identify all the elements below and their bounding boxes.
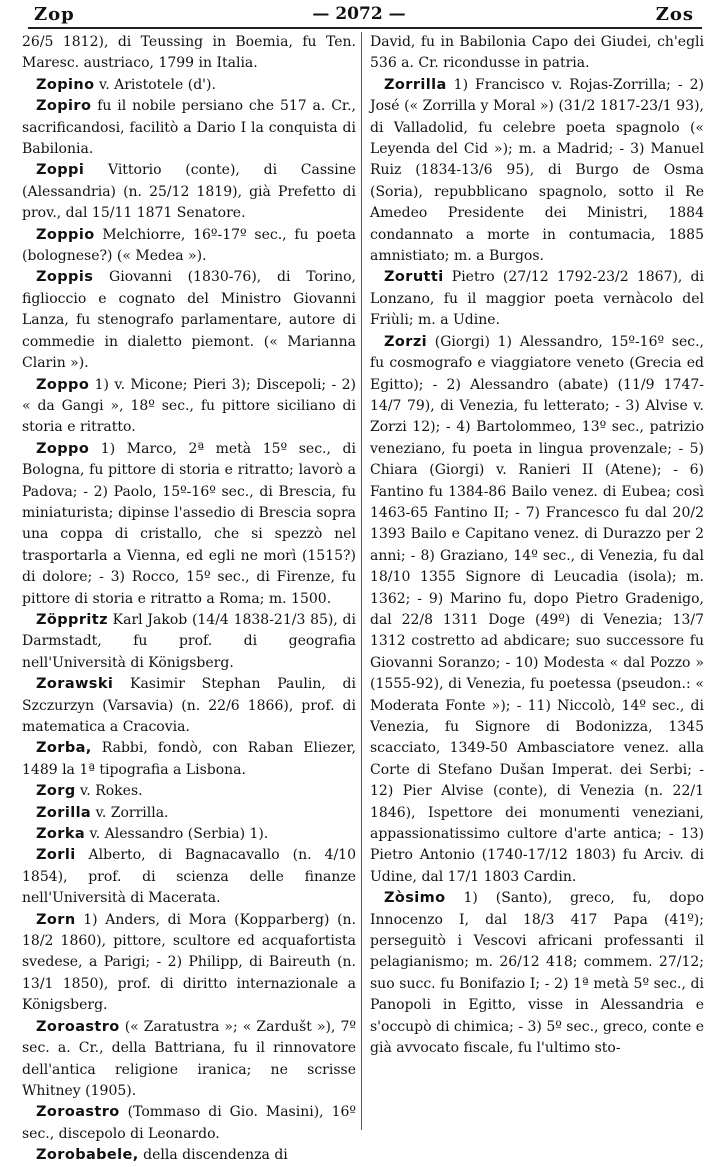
dictionary-entry xyxy=(22,225,356,268)
dictionary-entry xyxy=(22,267,356,374)
dictionary-entry xyxy=(22,845,356,909)
dictionary-entry xyxy=(370,32,704,75)
dictionary-entry xyxy=(22,674,356,738)
entry-text: 1) (Santo), greco, fu, dopo Innocenzo I, dal 18/3 417 Papa (41º); perseguitò i Vescovi africani professanti il pelagianismo; m. 26/12 418; commem. 27/12; suo succ. fu Bonifazio I; - 2) 1ª metà 5º sec., di Panopoli in Egitto, visse in Alessandria e s'occupò di chimica; - 3) 5º sec., greco, conte e già avvocato fiscale, fu l'ultimo sto- xyxy=(370,890,704,1057)
entry-text: v. Aristotele (d'). xyxy=(94,76,216,93)
entry-text: (« Zaratustra »; « Zardušt »), 7º sec. a. Cr., della Battriana, fu il rinnovatore dell'antica religione iranica; ne scrisse Whitney (1905). xyxy=(22,1018,356,1099)
dictionary-entry xyxy=(370,75,704,268)
entry-headword: Zorrilla xyxy=(384,76,447,93)
entry-headword: Zorli xyxy=(36,847,76,864)
entry-text: 1) Francisco v. Rojas-Zorrilla; - 2) José (« Zorrilla y Moral ») (31/2 1817-23/1 93), di Valladolid, fu celebre poeta spagnolo (« Leyenda del Cid »); m. a Madrid; - 3) Manuel Ruiz (1834-13/6 95), di Burgo de Osma (Soria), repubblicano spagnolo, sotto il Re Amedeo Presidente dei Ministri, 1884 condannato a morte in contumacia, 1885 amnistiato; m. a Burgos. xyxy=(370,76,704,265)
entry-text: Giovanni (1830-76), di Torino, figlioccio e cognato del Ministro Giovanni Lanza, fu stenografo parlamentare, autore di commedie in dialetto piemont. (« Marianna Clarin »). xyxy=(22,269,356,372)
dictionary-entry xyxy=(22,1145,356,1166)
dictionary-entry xyxy=(22,910,356,1017)
dictionary-entry xyxy=(22,824,356,845)
entry-headword: Zoppio xyxy=(36,226,95,243)
entry-headword: Zoppis xyxy=(36,269,94,286)
entry-text: Melchiorre, 16º-17º sec., fu poeta (bolognese?) (« Medea »). xyxy=(22,226,356,265)
entry-headword: Zoppi xyxy=(36,162,85,179)
entry-headword: Zorilla xyxy=(36,804,92,821)
entry-headword: Zoroastro xyxy=(36,1104,120,1121)
entry-text: Kasimir Stephan Paulin, di Szczurzyn (Varsavia) (n. 22/6 1866), prof. di matematica a Cracovia. xyxy=(22,676,356,735)
entry-headword: Zoroastro xyxy=(36,1018,120,1035)
dictionary-entry xyxy=(22,439,356,610)
entry-headword: Zòsimo xyxy=(384,890,446,907)
dictionary-entry xyxy=(22,75,356,96)
entry-headword: Zopino xyxy=(36,76,95,93)
dictionary-entry xyxy=(22,738,356,781)
entry-headword: Zoppo xyxy=(36,440,90,457)
entry-text: Vittorio (conte), di Cassine (Alessandria) (n. 25/12 1819), già Prefetto di prov., dal 15/11 1871 Senatore. xyxy=(22,162,356,222)
entry-text: Karl Jakob (14/4 1838-21/3 85), di Darmstadt, fu prof. di geografia nell'Università di Königsberg. xyxy=(22,611,356,671)
entry-text: (Tommaso di Gio. Masini), 16º sec., discepolo di Leonardo. xyxy=(22,1104,356,1142)
dictionary-entry xyxy=(22,610,356,674)
dictionary-entry xyxy=(22,1017,356,1103)
entry-text: 1) Anders, di Mora (Kopparberg) (n. 18/2 1860), pittore, scultore ed acquafortista svedese, a Parigi; - 2) Philipp, di Baireuth (n. 13/1 1850), prof. di diritto internazionale a Königsberg. xyxy=(22,911,356,1014)
entry-text: (Giorgi) 1) Alessandro, 15º-16º sec., fu cosmografo e viaggiatore veneto (Grecia ed Egitto); - 2) Alessandro (abate) (11/9 1747-14/7 79), di Venezia, fu letterato; - 3) Alvise v. Zorzi 12); - 4) Bartolommeo, 13º sec., patrizio veneziano, fu poeta in lingua provenzale; - 5) Chiara (Giorgi) v. Ranieri II (Atene); - 6) Fantino fu 1384-86 Bailo venez. di Eubea; così 1463-65 Fantino II; - 7) Francesco fu dal 20/2 1393 Bailo e Capitano venez. di Durazzo per 2 anni; - 8) Graziano, 14º sec., di Venezia, fu dal 18/10 1355 Signore di Leucadia (isola); m. 1362; - 9) Marino fu, dopo Pietro Gradenigo, dal 22/8 1311 Doge (49º) di Venezia; 13/7 1312 costretto ad abdicare; suo successore fu Giovanni Soranzo; - 10) Modesta « dal Pozzo » (1555-92), di Venezia, fu poetessa (pseudon.: « Moderata Fonte »); - 11) Niccolò, 14º sec., di Venezia, fu Signore di Bodonizza, 1345 scacciato, 1349-50 Ambasciatore venez. alla Corte di Stefano Dušan Imperat. dei Serbi; - 12) Pier Alvise (conte), di Venezia (n. 22/1 1846), Ispettore dei monumenti veneziani, appassionatissimo cultore d'arte antica; - 13) Pietro Antonio (1740-17/12 1803) fu Arciv. di Udine, dal 17/1 1803 Cardin. xyxy=(370,333,704,885)
right-column xyxy=(370,32,704,1060)
entry-text: 1) Marco, 2ª metà 15º sec., di Bologna, fu pittore di storia e ritratto; lavorò a Padova; - 2) Paolo, 15º-16º sec., di Brescia, fu miniaturista; dipinse l'assedio di Brescia sopra una coppa di cristallo, che si spezzò nel trasportarla a Vienna, ed egli ne morì (1515?) di dolore; - 3) Rocco, 15º sec., di Firenze, fu pittore di storia e ritratto a Roma; m. 1500. xyxy=(22,440,356,607)
entry-headword: Zorka xyxy=(36,826,86,843)
entry-headword: Zorawski xyxy=(36,676,114,693)
entry-headword: Zoppo xyxy=(36,376,90,393)
entry-headword: Zöppritz xyxy=(36,611,108,628)
page-header xyxy=(0,2,718,30)
left-column xyxy=(22,32,356,1167)
entry-headword: Zopiro xyxy=(36,98,92,115)
entry-text: della discendenza di xyxy=(138,1147,288,1164)
entry-text: David, fu in Babilonia Capo dei Giudei, ch'egli 536 a. Cr. ricondusse in patria. xyxy=(370,34,704,72)
entry-headword: Zorn xyxy=(36,911,76,928)
entry-headword: Zorobabele, xyxy=(36,1147,139,1164)
dictionary-entry xyxy=(22,803,356,824)
entry-text: v. Zorrilla. xyxy=(91,804,169,821)
dictionary-entry xyxy=(22,375,356,439)
header-right-guideword: Zos xyxy=(655,4,694,25)
dictionary-entry xyxy=(22,1102,356,1145)
entry-text: 1) v. Micone; Pieri 3); Discepoli; - 2) « da Gangi », 18º sec., fu pittore siciliano di storia e ritratto. xyxy=(22,376,356,436)
entry-headword: Zorzi xyxy=(384,333,428,350)
dictionary-entry xyxy=(22,32,356,75)
dictionary-entry xyxy=(22,781,356,802)
dictionary-entry xyxy=(370,888,704,1059)
entry-text: v. Rokes. xyxy=(75,783,143,800)
entry-text: Alberto, di Bagnacavallo (n. 4/10 1854), prof. di scienza delle finanze nell'Università di Macerata. xyxy=(22,847,356,907)
entry-headword: Zorg xyxy=(36,783,76,800)
entry-text: Pietro (27/12 1792-23/2 1867), di Lonzano, fu il maggior poeta vernàcolo del Friùli; m. a Udine. xyxy=(370,269,704,329)
header-left-guideword: Zop xyxy=(34,4,75,25)
header-rule xyxy=(28,27,702,29)
entry-text: 26/5 1812), di Teussing in Boemia, fu Ten. Maresc. austriaco, 1799 in Italia. xyxy=(22,34,356,72)
dictionary-entry xyxy=(22,160,356,224)
entry-text: v. Alessandro (Serbia) 1). xyxy=(85,826,269,843)
entry-headword: Zorba, xyxy=(36,740,92,757)
dictionary-entry xyxy=(370,332,704,889)
entry-headword: Zorutti xyxy=(384,269,444,286)
dictionary-entry xyxy=(370,267,704,331)
dictionary-entry xyxy=(22,96,356,160)
entry-text: Rabbi, fondò, con Raban Eliezer, 1489 la 1ª tipografia a Lisbona. xyxy=(22,740,356,778)
entry-text: fu il nobile persiano che 517 a. Cr., sacrificandosi, facilitò a Dario I la conquista di Babilonia. xyxy=(22,98,356,158)
page-number: — 2072 — xyxy=(312,4,406,24)
column-separator xyxy=(361,32,362,1130)
